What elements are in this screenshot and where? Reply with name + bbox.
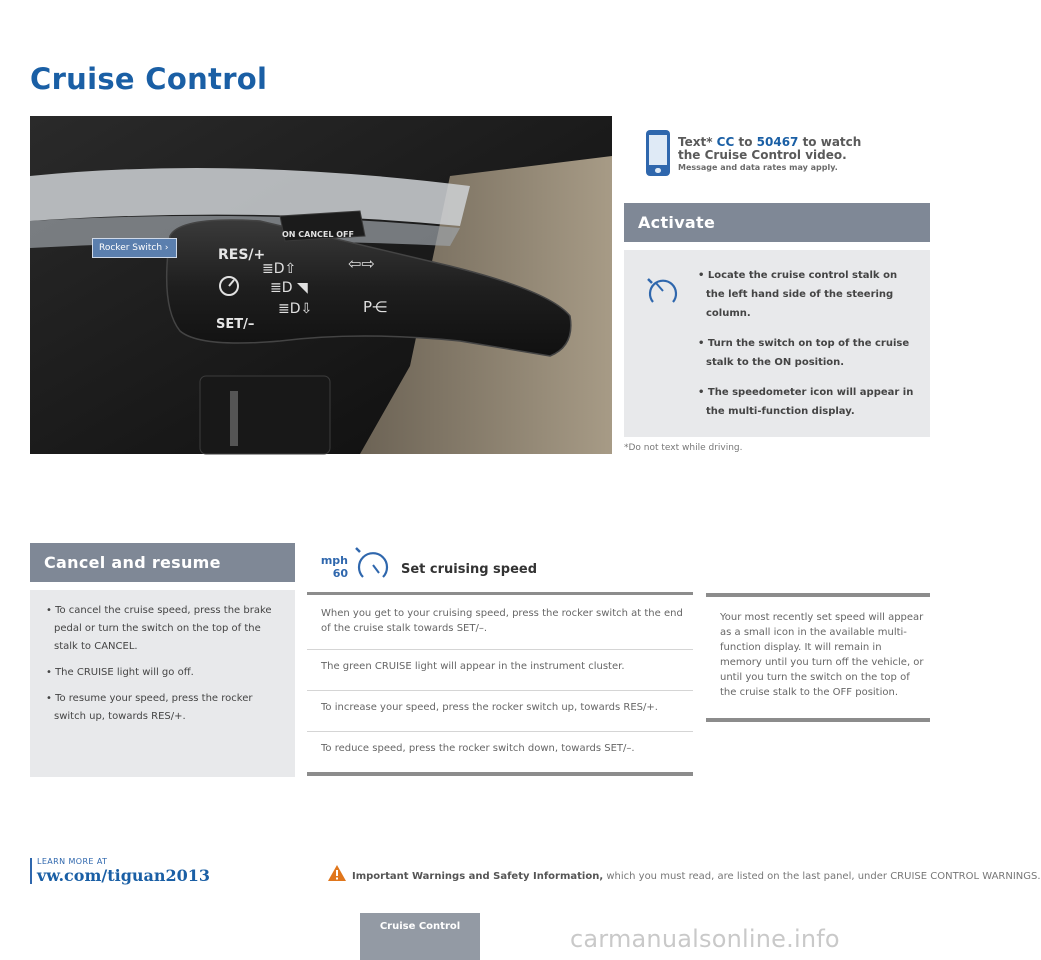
list-item: The green CRUISE light will appear in the instrument cluster. (307, 650, 693, 691)
list-item: • Turn the switch on top of the cruise stalk to the ON position. (698, 338, 910, 368)
safety-warning-bold: Important Warnings and Safety Information, (352, 871, 604, 882)
set-speedometer-icon (354, 546, 392, 582)
photo-flash-icon: ≣D ◥ (270, 280, 308, 296)
activate-heading: Activate (624, 203, 930, 242)
list-item: When you get to your cruising speed, press the rocker switch at the end of the cruise stalk towards SET/–. (307, 597, 693, 650)
photo-parking-icon: P⋲ (363, 298, 388, 316)
text-cc-callout (678, 136, 938, 173)
activate-list (698, 266, 918, 432)
on-cancel-off-label: ON CANCEL OFF (282, 230, 354, 239)
list-item: • The speedometer icon will appear in the multi-function display. (698, 387, 914, 417)
watermark: carmanualsonline.info (570, 925, 840, 953)
photo-lowbeam-icon: ≣D⇩ (278, 301, 313, 317)
mph-label: mph (320, 554, 348, 567)
learn-more-link[interactable]: vw.com/tiguan2013 (37, 866, 211, 885)
list-item: To reduce speed, press the rocker switch down, towards SET/–. (321, 743, 635, 754)
divider (307, 592, 693, 595)
cancel-resume-heading: Cancel and resume (30, 543, 295, 582)
text-cc-line2: the Cruise Control video. (678, 148, 847, 162)
cancel-resume-panel (30, 590, 295, 777)
list-item: • The CRUISE light will go off. (46, 667, 194, 678)
list-item: • To cancel the cruise speed, press the brake pedal or turn the switch on the top of the stalk to CANCEL. (46, 605, 272, 652)
page-tab-cruise-control[interactable]: Cruise Control (360, 913, 480, 960)
text-number: 50467 (756, 135, 799, 149)
text-cc-disclaimer: Message and data rates may apply. (678, 163, 838, 172)
divider (706, 593, 930, 597)
res-plus-label: RES/+ (218, 247, 266, 263)
safety-warning-text: Important Warnings and Safety Information, which you must read, are listed on the last panel, under CRUISE CONTROL WARNINGS. (352, 871, 1041, 882)
divider (706, 718, 930, 722)
list-item: • Locate the cruise control stalk on the left hand side of the steering column. (698, 270, 898, 319)
list-item: To increase your speed, press the rocker switch up, towards RES/+. (307, 691, 693, 732)
rocker-switch-tag: Rocker Switch › (92, 238, 177, 258)
phone-icon (646, 130, 670, 176)
mph-readout (316, 554, 348, 580)
page-title: Cruise Control (30, 62, 268, 96)
mph-value: 60 (332, 567, 348, 580)
speedometer-icon (646, 274, 680, 308)
set-speed-list (307, 597, 693, 773)
photo-headlight-icon: ≣D⇧ (262, 261, 297, 277)
cruise-stalk-photo (30, 116, 612, 454)
do-not-text-note: *Do not text while driving. (624, 443, 743, 453)
warning-icon (327, 864, 347, 882)
text-cc-line1: Text* CC to 50467 to watch (678, 135, 862, 149)
set-cruising-speed-heading: Set cruising speed (401, 562, 538, 577)
divider (307, 772, 693, 776)
list-item: • To resume your speed, press the rocker switch up, towards RES/+. (46, 693, 253, 722)
cruise-stalk-illustration (30, 116, 612, 454)
learn-more-label: LEARN MORE AT (37, 857, 108, 866)
text-keyword: CC (716, 135, 735, 149)
photo-turn-signal-icon: ⇦⇨ (348, 254, 375, 273)
set-minus-label: SET/– (216, 317, 255, 332)
cancel-list (46, 602, 281, 734)
memory-note: Your most recently set speed will appear as a small icon in the available multi-function display. It will remain in memory until you turn off the vehicle, or until you turn the switch on the top of the cruise stalk to the OFF position. (720, 612, 924, 698)
activate-panel (624, 250, 930, 437)
divider (30, 858, 32, 884)
